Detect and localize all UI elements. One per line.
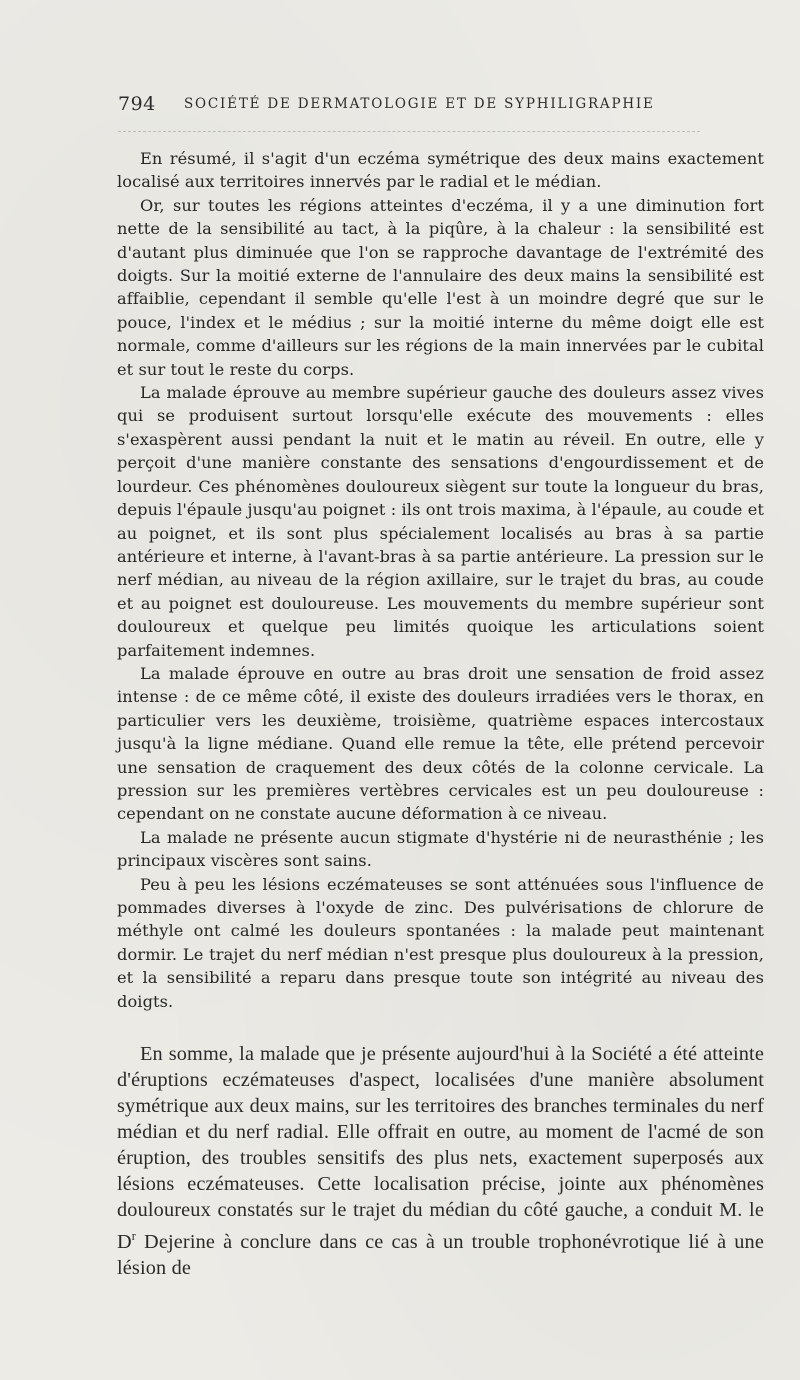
paragraph: La malade éprouve en outre au bras droit une sensation de froid assez intense : de ce même côté, il existe des douleurs irradiées vers le thorax, en particulier vers les deuxième, troisième, quatrième espaces intercostaux jusqu'à la ligne médiane. Quand elle remue la tête, elle prétend percevoir une sensation de craquement des deux côtés de la colonne cervicale. La pression sur les premières vertèbres cervicales est un peu douloureuse : cependant on ne constate aucune déformation à ce niveau.	[117, 663, 764, 824]
conclusion-text-start: En somme, la malade que je présente aujourd'hui à la Société a été atteinte d'éruptions eczémateuses d'aspect, localisées d'une manière absolument symétrique aux deux mains, sur les territoires des branches terminales du nerf médian et du nerf radial. Elle offrait en outre, au moment de l'acmé de son éruption, des troubles sensitifs des plus nets, exactement superposés aux lésions eczémateuses. Cette localisation précise, jointe aux phénomènes douloureux constatés sur le trajet du médian du côté gauche, a conduit M. le D	[117, 1043, 764, 1253]
body-text-large	[117, 1041, 764, 1281]
page-number: 794	[118, 93, 156, 115]
paragraph: Or, sur toutes les régions atteintes d'eczéma, il y a une diminution fort nette de la sensibilité au tact, à la piqûre, à la chaleur : la sensibilité est d'autant plus diminuée que l'on se rapproche davantage de l'extrémité des doigts. Sur la moitié externe de l'annulaire des deux mains la sensibilité est affaiblie, cependant il semble qu'elle l'est à un moindre degré que sur le pouce, l'index et le médius ; sur la moitié interne du même doigt elle est normale, comme d'ailleurs sur les régions de la main innervées par le cubital et sur tout le reste du corps.	[117, 195, 764, 379]
paragraph: Peu à peu les lésions eczémateuses se sont atténuées sous l'influence de pommades diverses à l'oxyde de zinc. Des pulvérisations de chlorure de méthyle ont calmé les douleurs spontanées : la malade peut maintenant dormir. Le trajet du nerf médian n'est presque plus douloureux à la pression, et la sensibilité a reparu dans presque toute son intégrité au niveau des doigts.	[117, 874, 764, 1011]
page-header	[118, 93, 700, 119]
paragraph: En résumé, il s'agit d'un eczéma symétrique des deux mains exactement localisé aux territoires innervés par le radial et le médian.	[117, 149, 764, 192]
body-text-small	[117, 147, 764, 1013]
running-title: SOCIÉTÉ DE DERMATOLOGIE ET DE SYPHILIGRAPHIE	[184, 96, 655, 112]
conclusion-text-end: Dejerine à conclure dans ce cas à un trouble trophonévrotique lié à une lésion de	[117, 1230, 764, 1279]
paragraph: La malade ne présente aucun stigmate d'hystérie ni de neurasthénie ; les principaux viscères sont sains.	[117, 827, 764, 871]
doctor-abbrev-superscript: r	[131, 1229, 136, 1243]
paragraph: La malade éprouve au membre supérieur gauche des douleurs assez vives qui se produisent surtout lorsqu'elle exécute des mouvements : elles s'exaspèrent aussi pendant la nuit et le matin au réveil. En outre, elle y perçoit d'une manière constante des sensations d'engourdissement et de lourdeur. Ces phénomènes douloureux siègent sur toute la longueur du bras, depuis l'épaule jusqu'au poignet : ils ont trois maxima, à l'épaule, au coude et au poignet, et ils sont plus spécialement localisés au bras à sa partie antérieure et interne, à l'avant-bras à sa partie antérieure. La pression sur le nerf médian, au niveau de la région axillaire, sur le trajet du bras, au coude et au poignet est douloureuse. Les mouvements du membre supérieur sont douloureux et quelque peu limités quoique les articulations soient parfaitement indemnes.	[117, 383, 764, 660]
header-rule	[118, 131, 700, 132]
paragraph-conclusion	[117, 1041, 764, 1281]
